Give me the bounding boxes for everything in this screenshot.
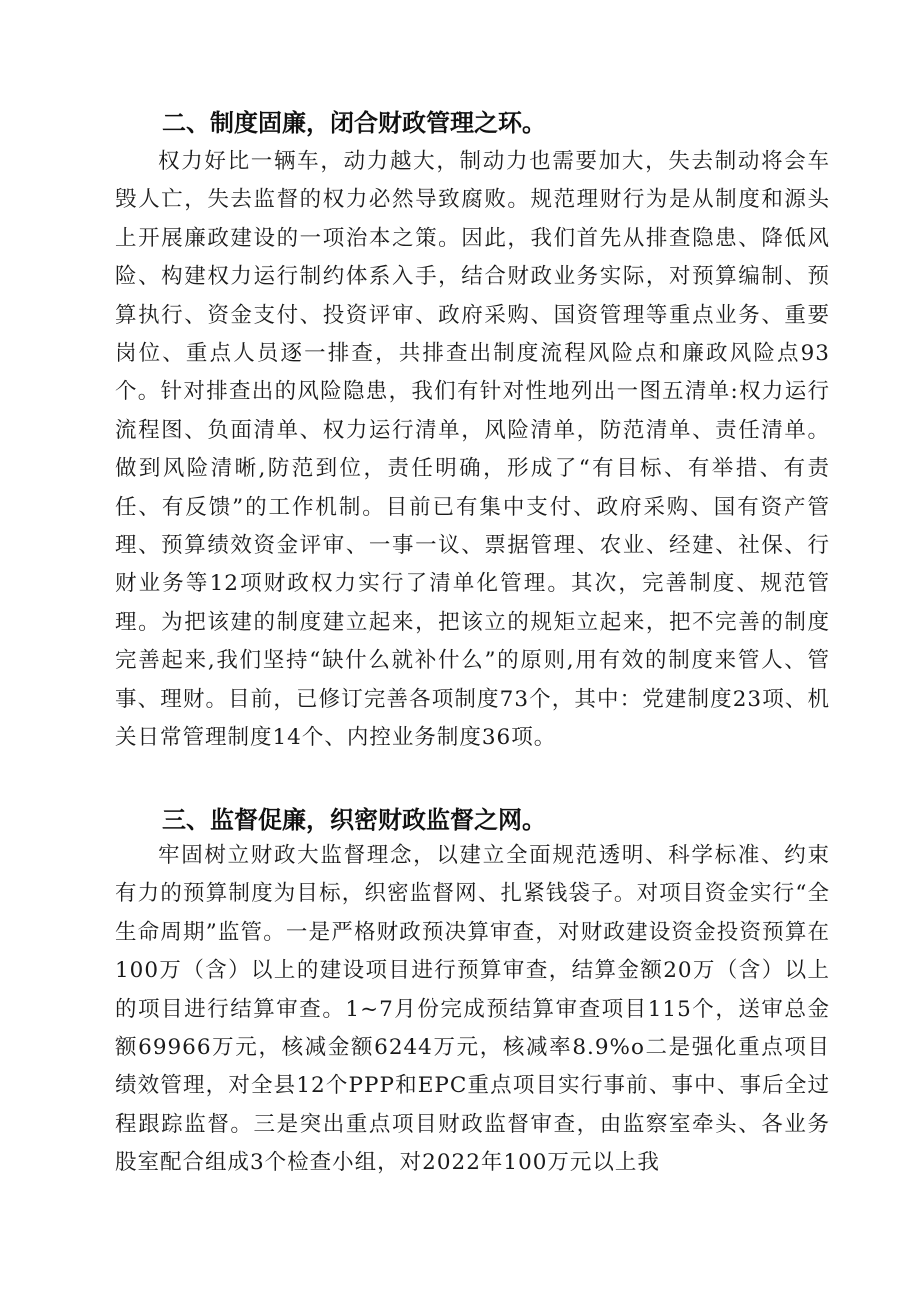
section-heading-3: 三、监督促廉，织密财政监督之网。 [162,806,546,834]
section-paragraph-2: 权力好比一辆车，动力越大，制动力也需要加大，失去制动将会车毁人亡，失去监督的权力必然导致腐败。规范理财行为是从制度和源头上开展廉政建设的一项治本之策。因此，我们首先从排查隐患、降低风险、构建权力运行制约体系入手，结合财政业务实际，对预算编制、预算执行、资金支付、投资评审、政府采购、国资管理等重点业务、重要岗位、重点人员逐一排查，共排查出制度流程风险点和廉政风险点93个。针对排查出的风险隐患，我们有针对性地列出一图五清单:权力运行流程图、负面清单、权力运行清单，风险清单，防范清单、责任清单。做到风险清晰,防范到位，责任明确，形成了“有目标、有举措、有责任、有反馈”的工作机制。目前已有集中支付、政府采购、国有资产管理、预算绩效资金评审、一事一议、票据管理、农业、经建、社保、行财业务等12项财政权力实行了清单化管理。其次，完善制度、规范管理。为把该建的制度建立起来，把该立的规矩立起来，把不完善的制度完善起来,我们坚持“缺什么就补什么”的原则,用有效的制度来管人、管事、理财。目前，已修订完善各项制度73个，其中：党建制度23项、机关日常管理制度14个、内控业务制度36项。 [115,149,830,751]
section-paragraph-3: 牢固树立财政大监督理念，以建立全面规范透明、科学标准、约束有力的预算制度为目标，织密监督网、扎紧钱袋子。对项目资金实行“全生命周期”监管。一是严格财政预决算审查，对财政建设资金投资预算在100万（含）以上的建设项目进行预算审查，结算金额20万（含）以上的项目进行结算审查。1~7月份完成预结算审查项目115个，送审总金额69966万元，核减金额6244万元，核减率8.9%o二是强化重点项目绩效管理，对全县12个PPP和EPC重点项目实行事前、事中、事后全过程跟踪监督。三是突出重点项目财政监督审查，由监察室牵头、各业务股室配合组成3个检查小组，对2022年100万元以上我 [115,843,830,1176]
section-heading-2: 二、制度固廉，闭合财政管理之环。 [162,109,546,137]
